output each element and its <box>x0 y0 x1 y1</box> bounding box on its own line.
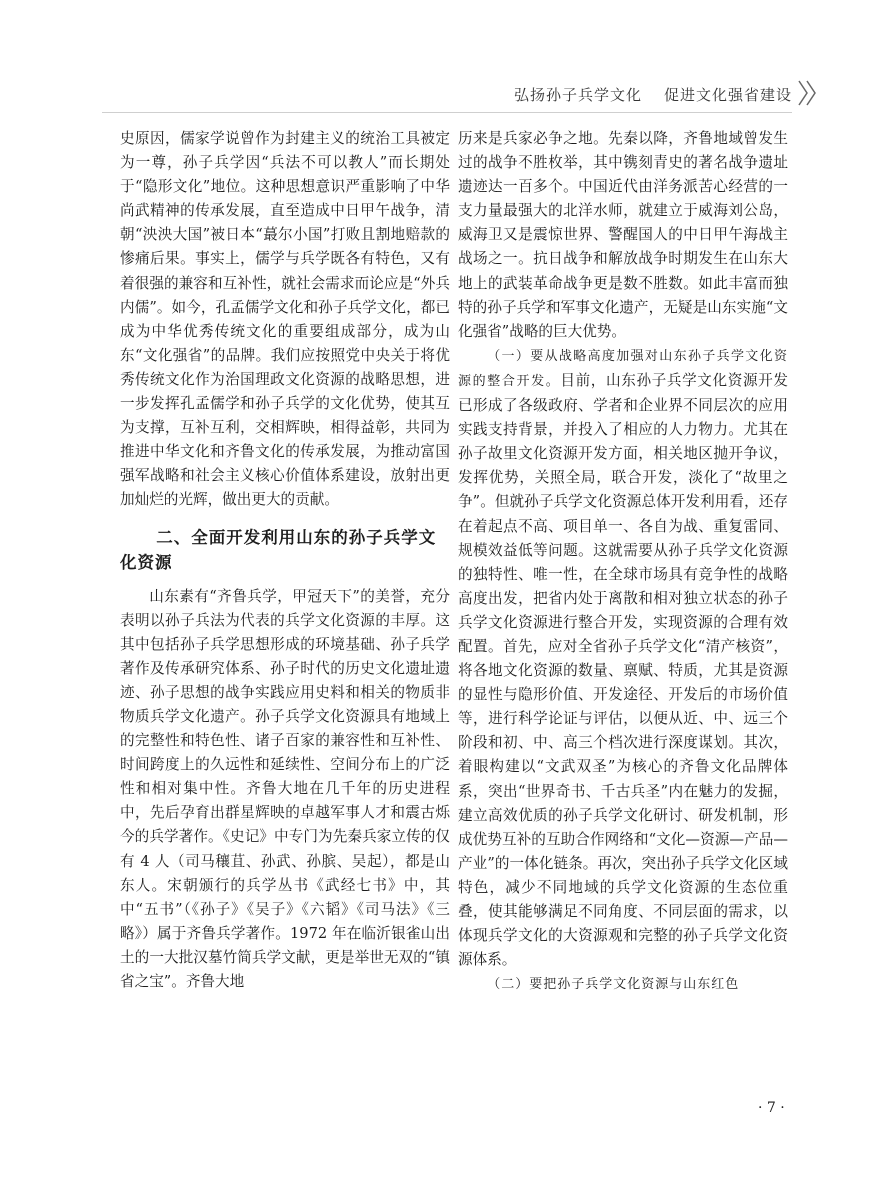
paragraph: 历来是兵家必争之地。先秦以降，齐鲁地域曾发生过的战争不胜枚举，其中镌刻青史的著名战争遗址遗迹达一百多个。中国近代由洋务派苦心经营的一支力量最强大的北洋水师，就建立于威海刘公岛，威海卫又是震惊世界、警醒国人的中日甲午海战主战场之一。抗日战争和解放战争时期发生在山东大地上的武装革命战争更是数不胜数。如此丰富而独特的孙子兵学和军事文化遗产，无疑是山东实施“文化强省”战略的巨大优势。 <box>458 130 788 340</box>
header-title-2: 促进文化强省建设 <box>663 86 792 104</box>
running-header <box>514 84 792 105</box>
paragraph: 史原因，儒家学说曾作为封建主义的统治工具被定为一尊，孙子兵学因“兵法不可以教人”而长期处于“隐形文化”地位。这种思想意识严重影响了中华尚武精神的传承发展，直至造成中日甲午战争，清朝“泱泱大国”被日本“蕞尔小国”打败且割地赔款的惨痛后果。事实上，儒学与兵学既各有特色，又有着很强的兼容和互补性，就社会需求而论应是“外兵内儒”。如今，孔孟儒学文化和孙子兵学文化，都已成为中华优秀传统文化的重要组成部分，成为山东“文化强省”的品牌。我们应按照党中央关于将优秀传统文化作为治国理政文化资源的战略思想，进一步发挥孔孟儒学和孙子兵学的文化优势，使其互为支撑，互补互利，交相辉映，相得益彰，共同为推进中华文化和齐鲁文化的传承发展，为推动富国强军战略和社会主义核心价值体系建设，放射出更加灿烂的光辉，做出更大的贡献。 <box>120 130 450 509</box>
paragraph: 山东素有“齐鲁兵学，甲冠天下”的美誉，充分表明以孙子兵法为代表的兵学文化资源的丰厚。这其中包括孙子兵学思想形成的环境基础、孙子兵学著作及传承研究体系、孙子时代的历史文化遗址遗迹、孙子思想的战争实践应用史料和相关的物质非物质兵学文化遗产。孙子兵学文化资源具有地域上的完整性和特色性、诸子百家的兼容性和互补性、时间跨度上的久远性和延续性、空间分布上的广泛性和相对集中性。齐鲁大地在几千年的历史进程中，先后孕育出群星辉映的卓越军事人才和震古烁今的兵学著作。《史记》中专门为先秦兵家立传的仅有 4 人（司马穰苴、孙武、孙膑、吴起），都是山东人。宋朝颁行的兵学丛书《武经七书》中，其中“五书”（《孙子》《吴子》《六韬》《司马法》《三略》）属于齐鲁兵学著作。1972 年在临沂银雀山出土的一大批汉墓竹简兵学文献，更是举世无双的“镇省之宝”。齐鲁大地 <box>120 587 450 990</box>
subsection-heading: （二）要把孙子兵学文化资源与山东红色 <box>487 977 740 993</box>
double-chevron-icon <box>796 78 820 108</box>
header-rule <box>102 112 792 113</box>
page-number: · 7 · <box>758 1100 785 1116</box>
subsection-heading: （一）要从战略高度加强对山东孙子兵学文化资源的整合开发。 <box>458 348 788 389</box>
section-heading: 二、全面开发利用山东的孙子兵学文化资源 <box>120 527 437 572</box>
paragraph-body: 目前，山东孙子兵学文化资源开发已形成了各级政府、学者和企业界不同层次的应用实践支持背景，并投入了相应的人力物力。尤其在孙子故里文化资源开发方面，相关地区抛开争议，发挥优势，关照全局，联合开发，淡化了“故里之争”。但就孙子兵学文化资源总体开发利用看，还存在着起点不高、项目单一、各自为战、重复雷同、规模效益低等问题。这就需要从孙子兵学文化资源的独特性、唯一性，在全球市场具有竞争性的战略高度出发，把省内处于离散和相对独立状态的孙子兵学文化资源进行整合开发，实现资源的合理有效配置。首先，应对全省孙子兵学文化“清产核资”，将各地文化资源的数量、禀赋、特质，尤其是资源的显性与隐形价值、开发途径、开发后的市场价值等，进行科学论证与评估，以便从近、中、远三个阶段和初、中、高三个档次进行深度谋划。其次，着眼构建以“文武双圣”为核心的齐鲁文化品牌体系，突出“世界奇书、千古兵圣”内在魅力的发掘，建立高效优质的孙子兵学文化研讨、研发机制，形成优势互补的互助合作网络和“文化—资源—产品—产业”的一体化链条。再次，突出孙子兵学文化区域特色，减少不同地域的兵学文化资源的生态位重叠，使其能够满足不同角度、不同层面的需求，以体现兵学文化的大资源观和完整的孙子兵学文化资源体系。 <box>458 371 788 969</box>
left-column <box>120 127 450 994</box>
header-title-1: 弘扬孙子兵学文化 <box>513 86 642 104</box>
paragraph <box>458 344 788 972</box>
right-column <box>458 127 788 997</box>
paragraph <box>458 972 788 997</box>
